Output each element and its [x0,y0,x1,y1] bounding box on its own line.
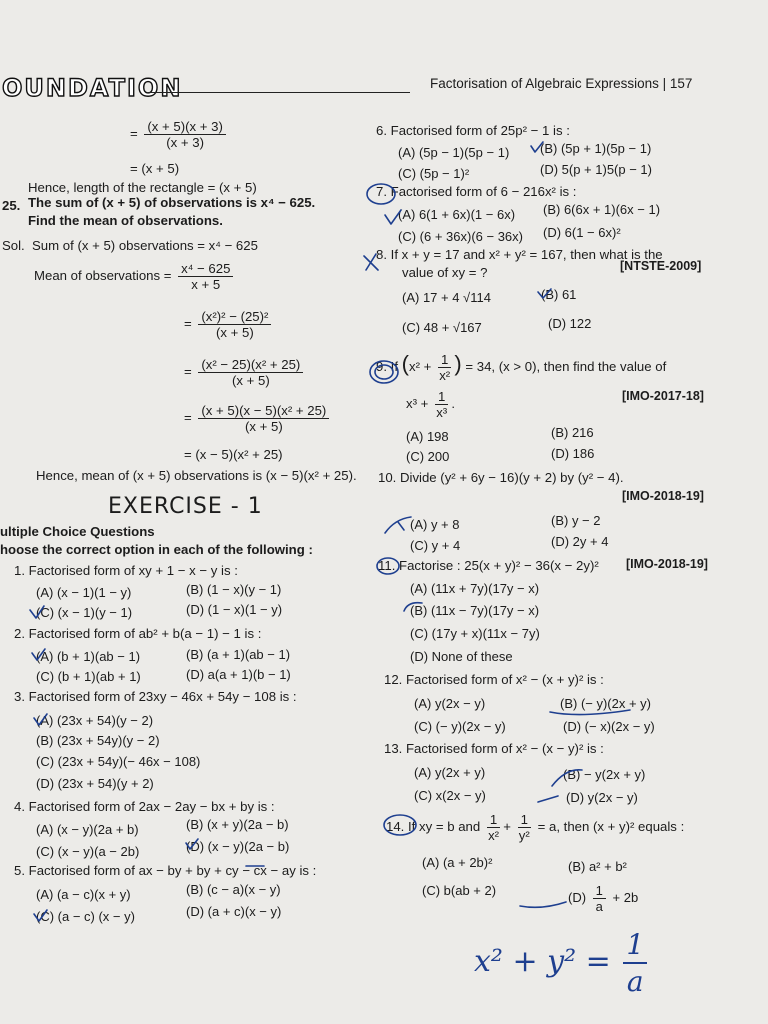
fraction: $\frac{1}{\text{y²}}$ [518,812,530,844]
question-4: 4. Factorised form of 2ax − 2ay − bx + by is : [14,799,275,814]
option-6d[interactable]: (D) 5(p + 1)5(p − 1) [540,162,652,177]
option-9c[interactable]: (C) 200 [406,449,450,464]
question-12: 12. Factorised form of x² − (x + y)² is : [384,672,604,687]
option-4c[interactable]: (C) (x − y)(a − 2b) [36,844,140,859]
option-14c[interactable]: (C) b(ab + 2) [422,883,497,898]
option-10a[interactable]: (A) y + 8 [410,517,460,532]
option-13b[interactable]: (B) − y(2x + y) [563,767,646,782]
fraction: $\frac{1}{a}$ [623,928,647,998]
option-10d[interactable]: (D) 2y + 4 [551,534,609,549]
mean-step-4: = $\frac{\text{(x + 5)(x − 5)(x² + 25)}}{(x + 5)}$ [184,404,332,433]
fraction: $\frac{\text{(x² − 25)(x² + 25)}}{(x + 5)}$ [198,358,303,387]
solution-text: Sum of (x + 5) observations = x⁴ − 625 [32,238,258,253]
option-6b[interactable]: (B) (5p + 1)(5p − 1) [540,141,652,156]
handwritten-note: x² + y² = $\frac{1}{a}$ [474,928,650,998]
source-tag: [IMO-2018-19] [626,557,708,571]
option-9b[interactable]: (B) 216 [551,425,594,440]
fraction: $\frac{\text{(x + 5)(x − 5)(x² + 25)}}{(x + 5)}$ [198,404,329,433]
option-11b[interactable]: (B) (11x − 7y)(17y − x) [410,603,540,618]
option-3d[interactable]: (D) (23x + 54)(y + 2) [36,776,154,791]
source-tag: [IMO-2018-19] [622,489,704,503]
fraction: $\frac{\text{(x²)² − (25)²}}{(x + 5)}$ [198,310,271,339]
option-9d[interactable]: (D) 186 [551,446,595,461]
question-13: 13. Factorised form of x² − (x − y)² is : [384,741,604,756]
option-2a[interactable]: (A) (b + 1)(ab − 1) [36,649,141,664]
fraction: $\frac{(x + 5)(x + 3)}{(x + 3)}$ [144,120,225,149]
option-1b[interactable]: (B) (1 − x)(y − 1) [186,582,282,597]
option-2c[interactable]: (C) (b + 1)(ab + 1) [36,669,141,684]
hence-mean: Hence, mean of (x + 5) observations is (x − 5)(x² + 25). [36,468,357,483]
mean-step-3: = $\frac{\text{(x² − 25)(x² + 25)}}{(x + 5)}$ [184,358,306,387]
question-5: 5. Factorised form of ax − by + by + cy − cx − ay is : [14,863,317,878]
option-2d[interactable]: (D) a(a + 1)(b − 1) [186,667,291,682]
question-10: 10. Divide (y² + 6y − 16)(y + 2) by (y² − 4). [378,470,624,485]
option-2b[interactable]: (B) (a + 1)(ab − 1) [186,647,291,662]
question-14: 14. If xy = b and $\frac{1}{\text{x²}}$ + $\frac{1}{\text{y²}}$ = a, then (x + y)² equals : [386,812,685,844]
source-tag: [NTSTE-2009] [620,259,702,273]
question-3: 3. Factorised form of 23xy − 46x + 54y − 108 is : [14,689,297,704]
option-5a[interactable]: (A) (a − c)(x + y) [36,887,131,902]
question-9-line2: x³ + $\frac{1}{\text{x³}}$ . [406,389,456,421]
tick-mark [398,522,404,530]
option-4a[interactable]: (A) (x − y)(2a + b) [36,822,139,837]
question-6: 6. Factorised form of 25p² − 1 is : [376,123,570,138]
option-7b[interactable]: (B) 6(6x + 1)(6x − 1) [543,202,661,217]
solution-label: Sol. [2,238,25,253]
option-13c[interactable]: (C) x(2x − y) [414,788,486,803]
question-1: 1. Factorised form of xy + 1 − x − y is : [14,563,238,578]
option-4b[interactable]: (B) (x + y)(2a − b) [186,817,289,832]
option-8a[interactable]: (A) 17 + 4 √114 [402,290,491,305]
hence-length: Hence, length of the rectangle = (x + 5) [28,180,257,195]
option-8b[interactable]: (B) 61 [541,287,577,302]
mean-step-1: Mean of observations = $\frac{\text{x⁴ − 625}}{x + 5}$ [34,262,236,291]
option-4d[interactable]: (D) (x − y)(2a − b) [186,839,290,854]
option-12d[interactable]: (D) (− x)(2x − y) [563,719,655,734]
option-7d[interactable]: (D) 6(1 − 6x)² [543,225,621,240]
option-3b[interactable]: (B) (23x + 54y)(y − 2) [36,733,160,748]
option-10c[interactable]: (C) y + 4 [410,538,461,553]
scribble [385,517,411,533]
question-number: 25. [2,198,21,213]
question-8-line2: value of xy = ? [402,265,488,280]
question-9: 9. If (x² + $\frac{1}{\text{x²}}$ ) = 34, (x > 0), then find the value of [376,351,667,384]
working-line-2: = (x + 5) [130,161,180,176]
option-11d[interactable]: (D) None of these [410,649,513,664]
question-2: 2. Factorised form of ab² + b(a − 1) − 1 is : [14,626,262,641]
option-7a[interactable]: (A) 6(1 + 6x)(1 − 6x) [398,207,516,222]
worked-question-25: The sum of (x + 5) of observations is x⁴ − 625. [28,195,316,210]
option-3a[interactable]: (A) (23x + 54)(y − 2) [36,713,154,728]
option-5b[interactable]: (B) (c − a)(x − y) [186,882,281,897]
section-heading: ultiple Choice Questions [0,524,155,539]
question-8: 8. If x + y = 17 and x² + y² = 167, then what is the [376,247,663,262]
mean-step-5: = (x − 5)(x² + 25) [184,447,283,462]
worked-question-25-line2: Find the mean of observations. [28,213,223,228]
option-7c[interactable]: (C) (6 + 36x)(6 − 36x) [398,229,523,244]
option-5d[interactable]: (D) (a + c)(x − y) [186,904,282,919]
option-14d[interactable]: (D) $\frac{1}{a}$ + 2b [568,883,639,914]
option-1d[interactable]: (D) (1 − x)(1 − y) [186,602,283,617]
header-rule [148,92,410,93]
option-14b[interactable]: (B) a² + b² [568,859,627,874]
exercise-title: EXERCISE - 1 [108,494,263,519]
chapter-header: Factorisation of Algebraic Expressions | 157 [430,76,693,91]
source-tag: [IMO-2017-18] [622,389,704,403]
option-6a[interactable]: (A) (5p − 1)(5p − 1) [398,145,510,160]
series-brand: OUNDATION [2,74,183,102]
question-7: 7. Factorised form of 6 − 216x² is : [376,184,577,199]
option-3c[interactable]: (C) (23x + 54y)(− 46x − 108) [36,754,201,769]
option-8c[interactable]: (C) 48 + √167 [402,320,482,335]
fraction: $\frac{1}{\text{x²}}$ [488,812,500,844]
instructions: hoose the correct option in each of the following : [0,542,313,557]
working-line-1: = $\frac{(x + 5)(x + 3)}{(x + 3)}$ [130,120,229,149]
fraction: $\frac{1}{\text{x²}}$ [439,352,451,384]
fraction: $\frac{1}{a}$ [593,884,606,913]
scribble [538,796,558,802]
fraction: $\frac{\text{x⁴ − 625}}{x + 5}$ [178,262,233,291]
option-12a[interactable]: (A) y(2x − y) [414,696,486,711]
option-11c[interactable]: (C) (17y + x)(11x − 7y) [410,626,540,641]
option-13d[interactable]: (D) y(2x − y) [566,790,638,805]
option-1a[interactable]: (A) (x − 1)(1 − y) [36,585,132,600]
option-1c[interactable]: (C) (x − 1)(y − 1) [36,605,133,620]
mean-step-2: = $\frac{\text{(x²)² − (25)²}}{(x + 5)}$ [184,310,274,339]
option-12c[interactable]: (C) (− y)(2x − y) [414,719,506,734]
option-14a[interactable]: (A) (a + 2b)² [422,855,493,870]
option-9a[interactable]: (A) 198 [406,429,449,444]
option-11a[interactable]: (A) (11x + 7y)(17y − x) [410,581,540,596]
option-13a[interactable]: (A) y(2x + y) [414,765,486,780]
option-8d[interactable]: (D) 122 [548,316,592,331]
option-5c[interactable]: (C) (a − c) (x − y) [36,909,135,924]
question-11: 11. Factorise : 25(x + y)² − 36(x − 2y)² [378,558,599,573]
fraction: $\frac{1}{\text{x³}}$ [436,389,448,421]
option-6c[interactable]: (C) (5p − 1)² [398,166,470,181]
option-10b[interactable]: (B) y − 2 [551,513,601,528]
option-12b[interactable]: (B) (− y)(2x + y) [560,696,652,711]
underline-mark [520,902,566,907]
